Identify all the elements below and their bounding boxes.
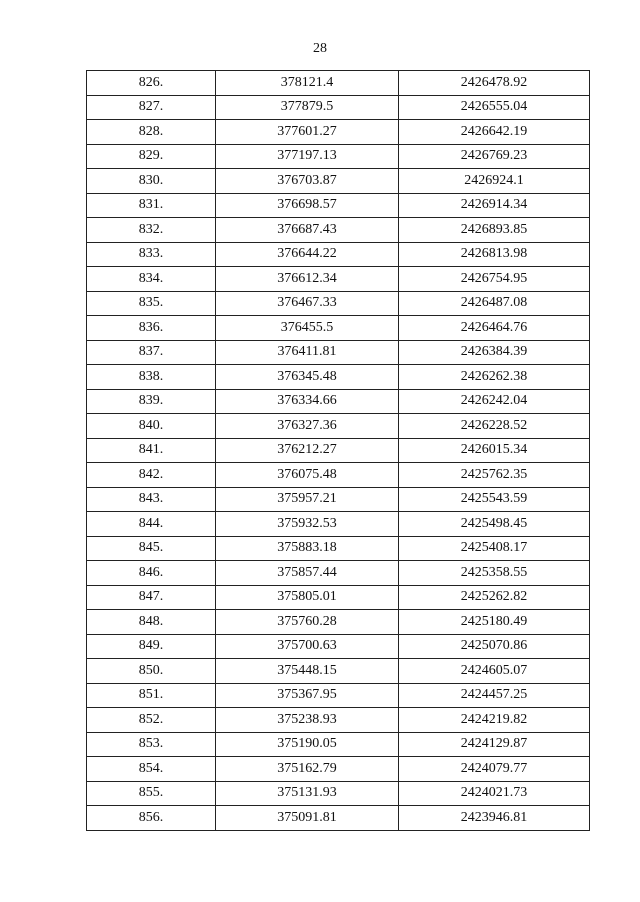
x-coordinate-cell: 376644.22 — [216, 242, 399, 267]
x-coordinate-cell: 375932.53 — [216, 512, 399, 537]
table-row — [87, 340, 590, 365]
x-coordinate-cell: 375857.44 — [216, 561, 399, 586]
y-coordinate-cell: 2426478.92 — [399, 71, 590, 96]
x-coordinate-cell: 376698.57 — [216, 193, 399, 218]
table-row — [87, 218, 590, 243]
table-row — [87, 389, 590, 414]
table-row — [87, 291, 590, 316]
point-number-cell: 845. — [87, 536, 216, 561]
y-coordinate-cell: 2426642.19 — [399, 120, 590, 145]
x-coordinate-cell: 375238.93 — [216, 708, 399, 733]
table-row — [87, 414, 590, 439]
y-coordinate-cell: 2426754.95 — [399, 267, 590, 292]
point-number-cell: 836. — [87, 316, 216, 341]
y-coordinate-cell: 2425543.59 — [399, 487, 590, 512]
point-number-cell: 855. — [87, 781, 216, 806]
y-coordinate-cell: 2425762.35 — [399, 463, 590, 488]
y-coordinate-cell: 2424021.73 — [399, 781, 590, 806]
table-row — [87, 659, 590, 684]
point-number-cell: 856. — [87, 806, 216, 831]
x-coordinate-cell: 375760.28 — [216, 610, 399, 635]
table-row — [87, 806, 590, 831]
table-row — [87, 71, 590, 96]
point-number-cell: 848. — [87, 610, 216, 635]
point-number-cell: 850. — [87, 659, 216, 684]
point-number-cell: 847. — [87, 585, 216, 610]
y-coordinate-cell: 2426384.39 — [399, 340, 590, 365]
table-row — [87, 561, 590, 586]
y-coordinate-cell: 2426487.08 — [399, 291, 590, 316]
x-coordinate-cell: 376327.36 — [216, 414, 399, 439]
y-coordinate-cell: 2425180.49 — [399, 610, 590, 635]
point-number-cell: 832. — [87, 218, 216, 243]
y-coordinate-cell: 2426228.52 — [399, 414, 590, 439]
x-coordinate-cell: 376411.81 — [216, 340, 399, 365]
y-coordinate-cell: 2424129.87 — [399, 732, 590, 757]
point-number-cell: 830. — [87, 169, 216, 194]
y-coordinate-cell: 2426813.98 — [399, 242, 590, 267]
table-row — [87, 536, 590, 561]
y-coordinate-cell: 2426914.34 — [399, 193, 590, 218]
x-coordinate-cell: 375091.81 — [216, 806, 399, 831]
x-coordinate-cell: 376334.66 — [216, 389, 399, 414]
table-row — [87, 438, 590, 463]
y-coordinate-cell: 2424079.77 — [399, 757, 590, 782]
y-coordinate-cell: 2426464.76 — [399, 316, 590, 341]
x-coordinate-cell: 376612.34 — [216, 267, 399, 292]
x-coordinate-cell: 375448.15 — [216, 659, 399, 684]
x-coordinate-cell: 376212.27 — [216, 438, 399, 463]
x-coordinate-cell: 376455.5 — [216, 316, 399, 341]
y-coordinate-cell: 2426769.23 — [399, 144, 590, 169]
y-coordinate-cell: 2425358.55 — [399, 561, 590, 586]
table-row — [87, 267, 590, 292]
y-coordinate-cell: 2424457.25 — [399, 683, 590, 708]
point-number-cell: 827. — [87, 95, 216, 120]
table-row — [87, 242, 590, 267]
table-row — [87, 732, 590, 757]
y-coordinate-cell: 2426242.04 — [399, 389, 590, 414]
point-number-cell: 852. — [87, 708, 216, 733]
table-row — [87, 316, 590, 341]
point-number-cell: 834. — [87, 267, 216, 292]
point-number-cell: 851. — [87, 683, 216, 708]
x-coordinate-cell: 376467.33 — [216, 291, 399, 316]
y-coordinate-cell: 2424219.82 — [399, 708, 590, 733]
table-row — [87, 512, 590, 537]
x-coordinate-cell: 375162.79 — [216, 757, 399, 782]
y-coordinate-cell: 2423946.81 — [399, 806, 590, 831]
point-number-cell: 826. — [87, 71, 216, 96]
point-number-cell: 854. — [87, 757, 216, 782]
y-coordinate-cell: 2426555.04 — [399, 95, 590, 120]
point-number-cell: 839. — [87, 389, 216, 414]
point-number-cell: 833. — [87, 242, 216, 267]
table-row — [87, 781, 590, 806]
coordinates-table-body — [87, 71, 590, 831]
table-row — [87, 708, 590, 733]
table-row — [87, 120, 590, 145]
y-coordinate-cell: 2425498.45 — [399, 512, 590, 537]
table-row — [87, 365, 590, 390]
y-coordinate-cell: 2426262.38 — [399, 365, 590, 390]
y-coordinate-cell: 2425070.86 — [399, 634, 590, 659]
point-number-cell: 837. — [87, 340, 216, 365]
point-number-cell: 835. — [87, 291, 216, 316]
y-coordinate-cell: 2426893.85 — [399, 218, 590, 243]
table-row — [87, 634, 590, 659]
table-row — [87, 757, 590, 782]
y-coordinate-cell: 2426924.1 — [399, 169, 590, 194]
y-coordinate-cell: 2426015.34 — [399, 438, 590, 463]
x-coordinate-cell: 375190.05 — [216, 732, 399, 757]
x-coordinate-cell: 376687.43 — [216, 218, 399, 243]
point-number-cell: 829. — [87, 144, 216, 169]
x-coordinate-cell: 376075.48 — [216, 463, 399, 488]
table-row — [87, 610, 590, 635]
table-row — [87, 95, 590, 120]
x-coordinate-cell: 375805.01 — [216, 585, 399, 610]
x-coordinate-cell: 375700.63 — [216, 634, 399, 659]
x-coordinate-cell: 377197.13 — [216, 144, 399, 169]
point-number-cell: 853. — [87, 732, 216, 757]
x-coordinate-cell: 377601.27 — [216, 120, 399, 145]
table-row — [87, 585, 590, 610]
page-number: 28 — [313, 41, 327, 56]
point-number-cell: 831. — [87, 193, 216, 218]
table-row — [87, 193, 590, 218]
point-number-cell: 844. — [87, 512, 216, 537]
y-coordinate-cell: 2425408.17 — [399, 536, 590, 561]
x-coordinate-cell: 375131.93 — [216, 781, 399, 806]
x-coordinate-cell: 376703.87 — [216, 169, 399, 194]
point-number-cell: 849. — [87, 634, 216, 659]
point-number-cell: 840. — [87, 414, 216, 439]
point-number-cell: 828. — [87, 120, 216, 145]
y-coordinate-cell: 2424605.07 — [399, 659, 590, 684]
point-number-cell: 843. — [87, 487, 216, 512]
x-coordinate-cell: 375957.21 — [216, 487, 399, 512]
table-row — [87, 144, 590, 169]
table-row — [87, 487, 590, 512]
y-coordinate-cell: 2425262.82 — [399, 585, 590, 610]
point-number-cell: 838. — [87, 365, 216, 390]
coordinates-table — [86, 70, 590, 831]
point-number-cell: 841. — [87, 438, 216, 463]
x-coordinate-cell: 376345.48 — [216, 365, 399, 390]
table-row — [87, 683, 590, 708]
x-coordinate-cell: 375367.95 — [216, 683, 399, 708]
x-coordinate-cell: 378121.4 — [216, 71, 399, 96]
point-number-cell: 846. — [87, 561, 216, 586]
x-coordinate-cell: 377879.5 — [216, 95, 399, 120]
table-row — [87, 463, 590, 488]
x-coordinate-cell: 375883.18 — [216, 536, 399, 561]
table-row — [87, 169, 590, 194]
point-number-cell: 842. — [87, 463, 216, 488]
